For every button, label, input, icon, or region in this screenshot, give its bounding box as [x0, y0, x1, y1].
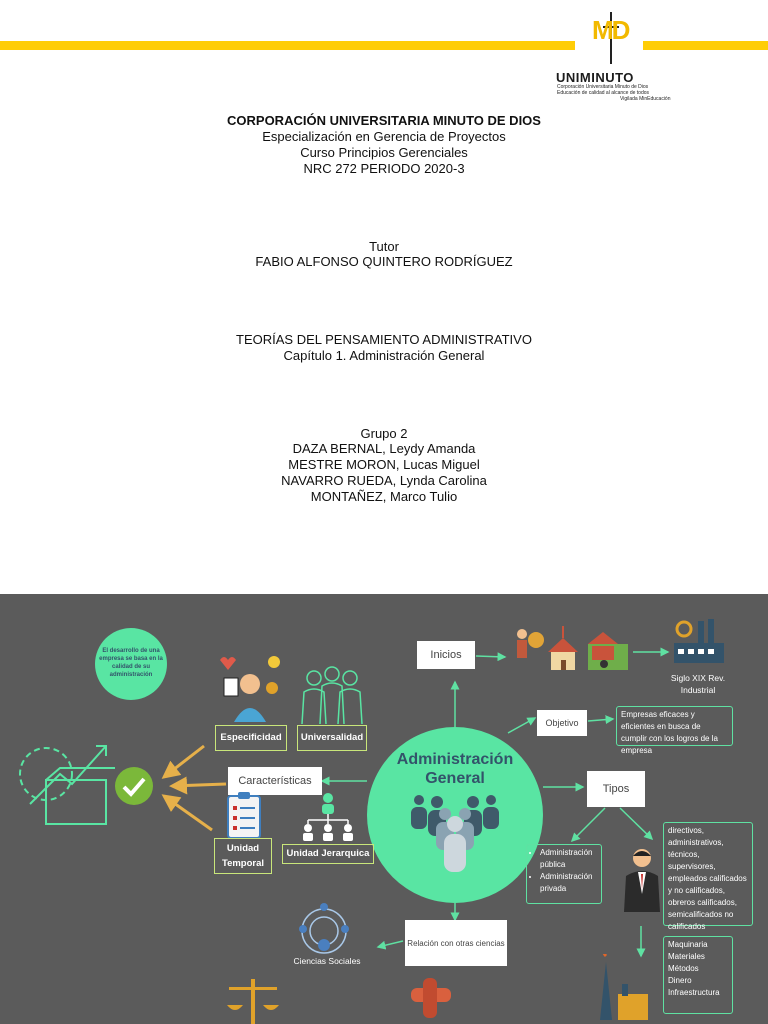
tipos-box: Tipos [587, 771, 645, 807]
objetivo-text: Empresas eficaces y eficientes en busca de cumplir con los logros de la empresa [616, 706, 733, 746]
uniminuto-logo: MD UNIMINUTO Corporación Universitaria Minuto de Dios Educación de calidad al alcance de todos Vigilada MinEducación [556, 12, 674, 102]
group-label: Grupo 2 [360, 426, 408, 441]
objetivo-box: Objetivo [537, 710, 587, 736]
tipo-publica: • Administración pública [540, 847, 597, 871]
history-icons [508, 624, 633, 672]
tipo-privada: • Administración privada [540, 871, 597, 895]
tipos-list [526, 844, 602, 904]
hands-icon [405, 974, 465, 1024]
oil-rig-icon [592, 954, 652, 1024]
central-title: Administración General [396, 751, 514, 787]
member-2: MESTRE MORON, Lucas Miguel [288, 457, 480, 472]
universality-icon [298, 666, 368, 726]
social-sciences-icon [295, 899, 353, 957]
tutor-name: FABIO ALFONSO QUINTERO RODRÍGUEZ [255, 254, 513, 269]
siglo-label: Siglo XIX Rev. Industrial [670, 673, 726, 695]
inicios-box: Inicios [417, 641, 475, 669]
institution-title: CORPORACIÓN UNIVERSITARIA MINUTO DE DIOS [227, 113, 541, 128]
program-name: Especialización en Gerencia de Proyectos [262, 129, 506, 144]
relacion-box: Relación con otras ciencias [405, 920, 507, 966]
specificity-icon [214, 654, 284, 724]
scale-icon [225, 979, 281, 1024]
farm-icon [588, 632, 628, 670]
tutor-label: Tutor [369, 239, 399, 254]
topic-title: TEORÍAS DEL PENSAMIENTO ADMINISTRATIVO [236, 332, 532, 347]
recursos-list: Maquinaria Materiales Métodos Dinero Infraestructura [663, 936, 733, 1014]
church-icon [548, 626, 578, 670]
hierarchy-icon [298, 792, 358, 842]
especificidad-tag: Especificidad [215, 725, 287, 751]
nrc-period: NRC 272 PERIODO 2020-3 [303, 161, 465, 176]
personal-list: directivos, administrativos, técnicos, supervisores, empleados calificados y no calificados, obreros calificados, semicalificados no calificados [663, 822, 753, 926]
caracteristicas-box: Características [228, 767, 322, 795]
member-1: DAZA BERNAL, Leydy Amanda [292, 441, 476, 456]
chapter-title: Capítulo 1. Administración General [283, 348, 485, 363]
warrior-icon [517, 629, 544, 658]
team-icon [405, 794, 505, 874]
universalidad-tag: Universalidad [297, 725, 367, 751]
mind-map [0, 594, 768, 1024]
header-bar-left [0, 41, 575, 50]
checklist-icon [224, 792, 264, 840]
member-3: NAVARRO RUEDA, Lynda Carolina [281, 473, 487, 488]
course-name: Curso Principios Gerenciales [300, 145, 468, 160]
ciencias-sociales-label: Ciencias Sociales [293, 956, 361, 966]
quote-text: El desarrollo de una empresa se basa en la calidad de su administración [99, 648, 163, 678]
member-4: MONTAÑEZ, Marco Tulio [310, 489, 458, 504]
unidad-temporal-tag: Unidad Temporal [214, 838, 272, 874]
check-icon [114, 766, 154, 806]
unidad-jerarquica-tag: Unidad Jerarquica [282, 844, 374, 864]
growth-box-icon [10, 734, 115, 829]
factory-icon [672, 619, 728, 669]
businessman-icon [620, 846, 664, 914]
